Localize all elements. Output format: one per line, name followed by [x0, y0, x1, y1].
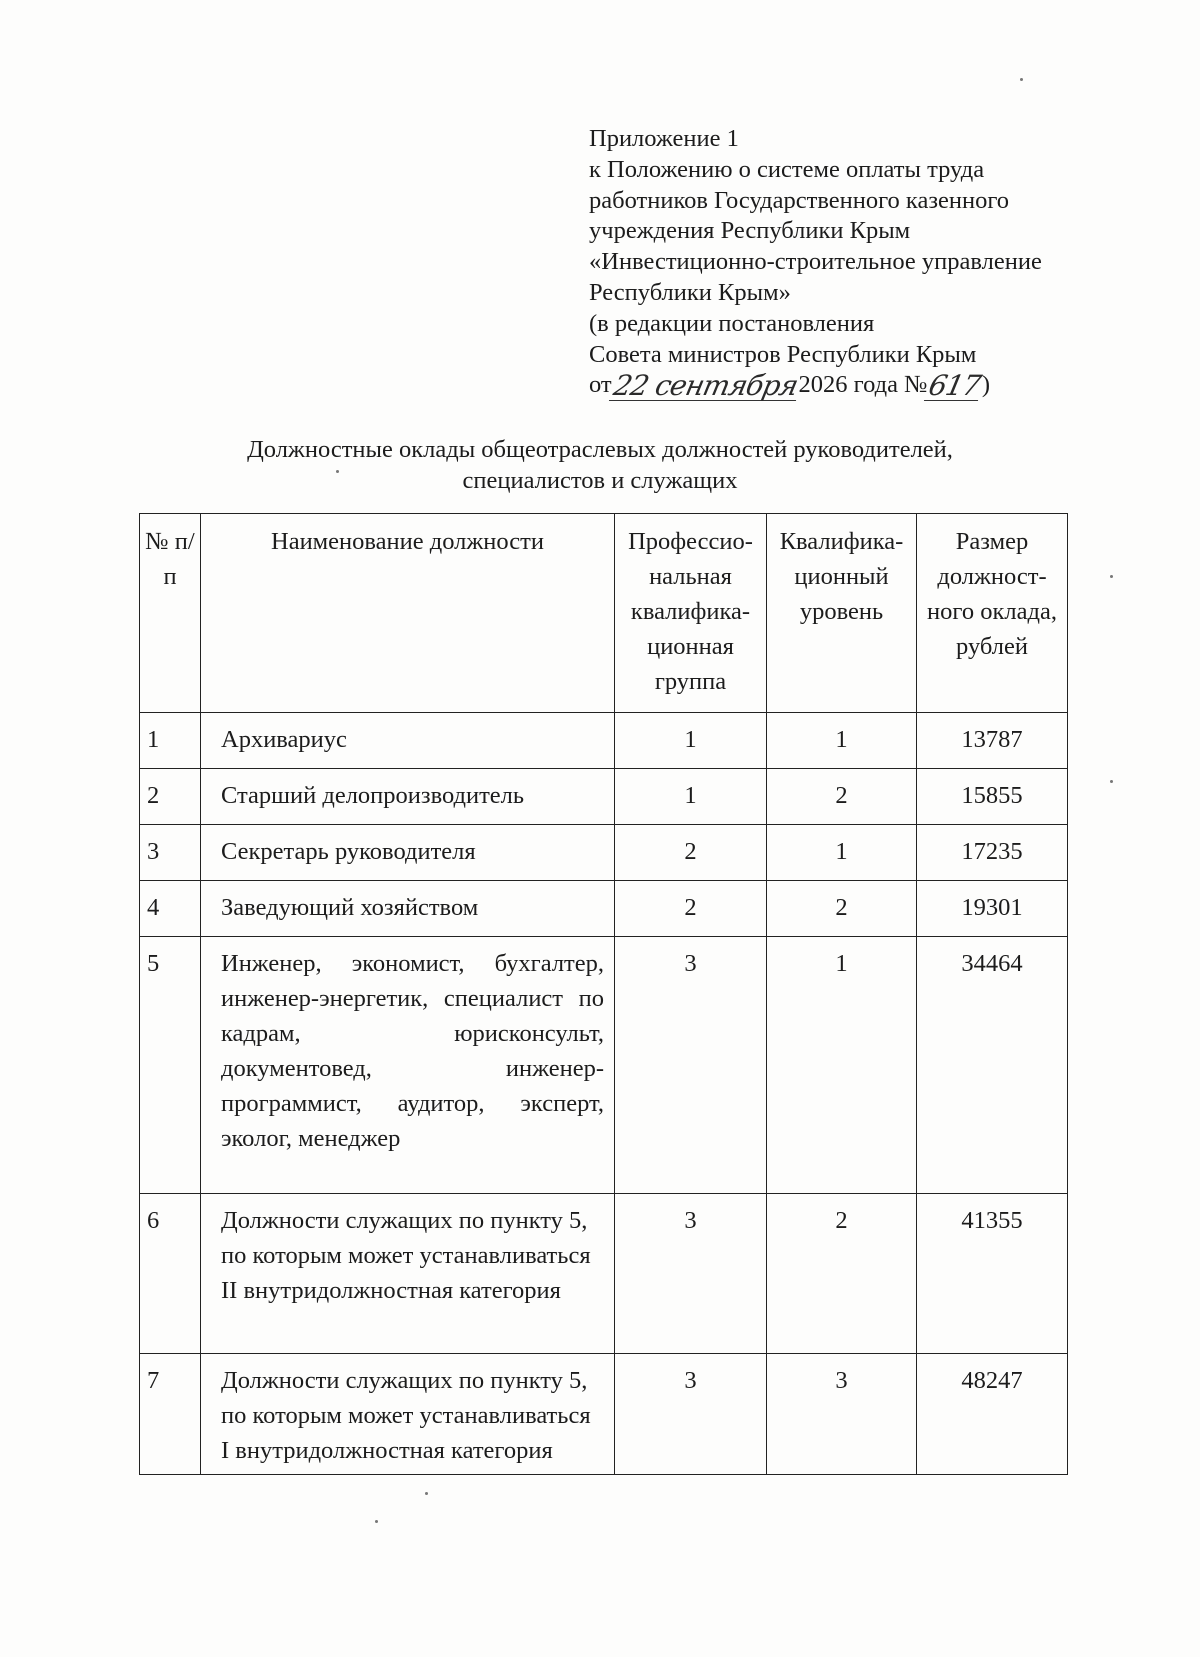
cell-num: 3	[140, 825, 201, 881]
cell-pkg: 3	[615, 1354, 767, 1475]
table-row	[140, 825, 1068, 881]
cell-salary: 13787	[917, 713, 1068, 769]
cell-num: 1	[140, 713, 201, 769]
cell-pkg: 3	[615, 937, 767, 1194]
cell-pkg: 3	[615, 1194, 767, 1354]
cell-name: Секретарь руководителя	[201, 825, 615, 881]
header-line: «Инвестиционно-строительное управление	[589, 248, 1042, 276]
cell-num: 2	[140, 769, 201, 825]
header-line: (в редакции постановления	[589, 309, 875, 337]
salary-table	[139, 513, 1068, 1475]
cell-level: 1	[767, 825, 917, 881]
table-title	[0, 434, 1200, 496]
cell-level: 3	[767, 1354, 917, 1475]
cell-level: 2	[767, 881, 917, 937]
scan-speck	[1110, 575, 1113, 578]
header-name: Наименование должности	[201, 514, 615, 713]
cell-level: 2	[767, 769, 917, 825]
header-salary: Размер должност-ного оклада, рублей	[917, 514, 1068, 713]
handwritten-number: 617	[926, 369, 984, 403]
cell-num: 5	[140, 937, 201, 1194]
scan-speck	[336, 470, 339, 473]
scan-speck	[375, 1520, 378, 1523]
table-row	[140, 1194, 1068, 1354]
table-header-row	[140, 514, 1068, 713]
cell-level: 1	[767, 713, 917, 769]
cell-salary: 48247	[917, 1354, 1068, 1475]
resolution-date-line	[589, 370, 1042, 401]
table-row	[140, 769, 1068, 825]
cell-pkg: 2	[615, 881, 767, 937]
scan-speck	[1110, 780, 1113, 783]
table-row	[140, 937, 1068, 1194]
appendix-header	[589, 124, 1042, 401]
cell-num: 7	[140, 1354, 201, 1475]
handwritten-date: 22 сентября	[610, 369, 801, 403]
title-line-1: Должностные оклады общеотраслевых должностей руководителей,	[247, 436, 953, 463]
cell-name: Заведующий хозяйством	[201, 881, 615, 937]
cell-pkg: 1	[615, 713, 767, 769]
cell-level: 1	[767, 937, 917, 1194]
title-line-2: специалистов и служащих	[462, 467, 738, 494]
header-num: № п/п	[140, 514, 201, 713]
header-line: учреждения Республики Крым	[589, 217, 911, 245]
date-middle: 2026 года №	[798, 371, 928, 399]
cell-pkg: 1	[615, 769, 767, 825]
cell-salary: 41355	[917, 1194, 1068, 1354]
date-suffix: )	[981, 371, 991, 399]
table-row	[140, 881, 1068, 937]
cell-name: Старший делопроизводитель	[201, 769, 615, 825]
cell-num: 4	[140, 881, 201, 937]
scan-speck	[1020, 78, 1023, 81]
cell-name: Инженер, экономист, бухгалтер, инженер-энергетик, специалист по кадрам, юрисконсульт, документовед, инженер-программист, аудитор, эксперт, эколог, менеджер	[201, 937, 615, 1194]
header-level: Квалифика-ционный уровень	[767, 514, 917, 713]
table-row	[140, 1354, 1068, 1475]
cell-name: Архивариус	[201, 713, 615, 769]
cell-num: 6	[140, 1194, 201, 1354]
header-line: Совета министров Республики Крым	[589, 340, 977, 368]
cell-salary: 17235	[917, 825, 1068, 881]
cell-pkg: 2	[615, 825, 767, 881]
header-line: работников Государственного казенного	[589, 186, 1010, 214]
cell-salary: 19301	[917, 881, 1068, 937]
header-line: Республики Крым»	[589, 278, 791, 306]
cell-name: Должности служащих по пункту 5, по которым может устанавливаться II внутридолжностная категория	[201, 1194, 615, 1354]
header-pkg: Профессио-нальная квалифика-ционная группа	[615, 514, 767, 713]
scan-speck	[425, 1492, 428, 1495]
date-prefix: от	[589, 371, 612, 399]
cell-salary: 15855	[917, 769, 1068, 825]
cell-salary: 34464	[917, 937, 1068, 1194]
cell-name: Должности служащих по пункту 5, по которым может устанавливаться I внутридолжностная категория	[201, 1354, 615, 1475]
header-line: Приложение 1	[589, 125, 739, 152]
cell-level: 2	[767, 1194, 917, 1354]
header-line: к Положению о системе оплаты труда	[589, 155, 985, 183]
table-row	[140, 713, 1068, 769]
